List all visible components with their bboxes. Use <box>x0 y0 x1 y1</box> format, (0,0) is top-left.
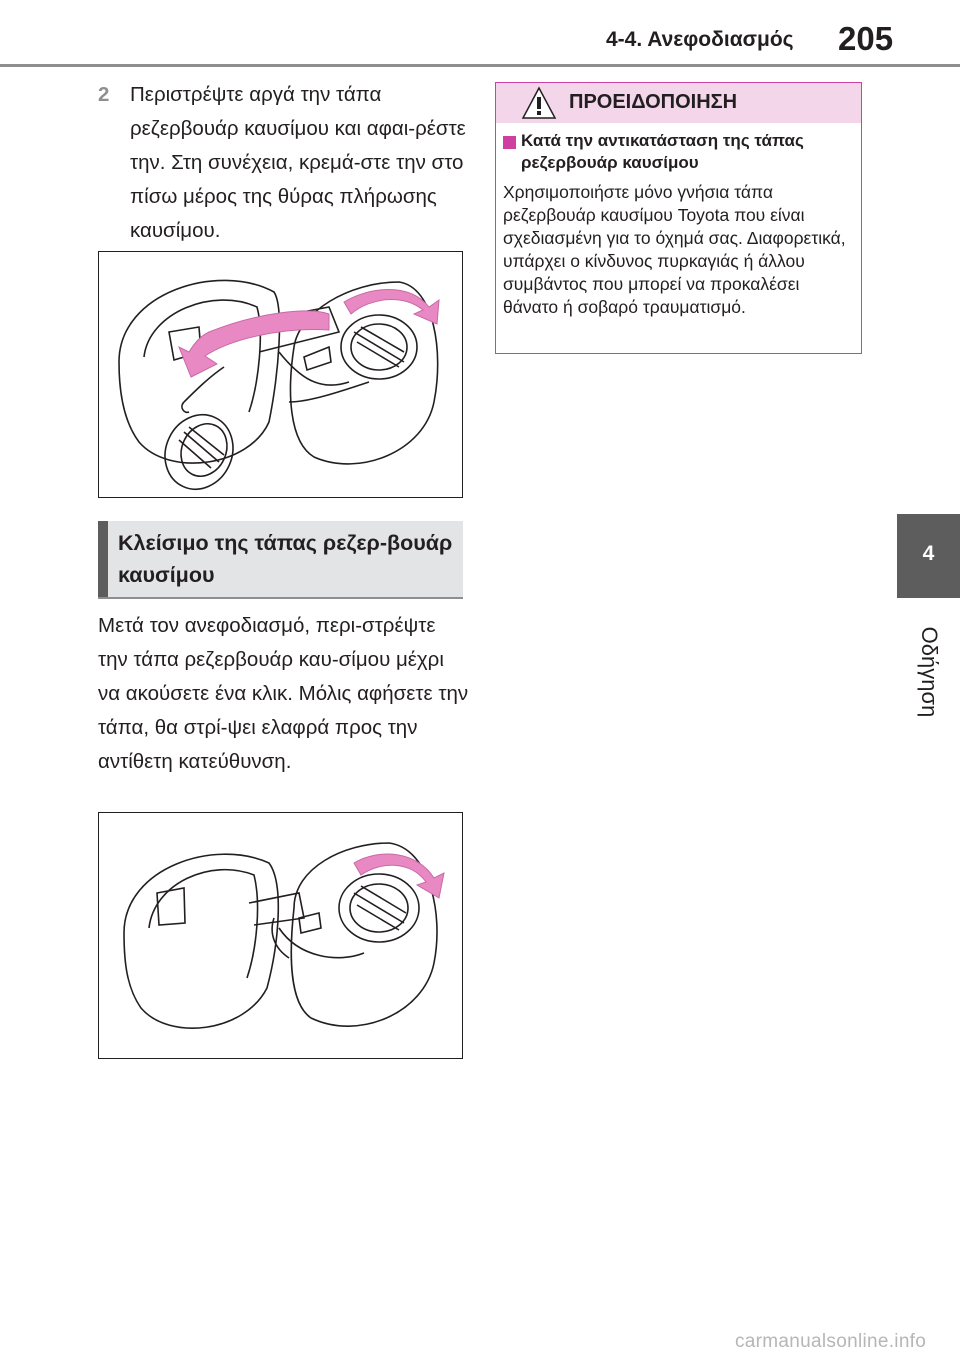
warning-box <box>495 82 862 354</box>
fuel-door-closed-cap-illustration <box>99 813 462 1058</box>
warning-text: Χρησιμοποιήστε μόνο γνήσια τάπα ρεζερβουάρ καυσίμου Toyota που είναι σχεδιασμένη για το όχημά σας. Διαφορετικά, υπάρχει ο κίνδυνος πυρκαγιάς ή άλλου συμβάντος που μπορεί να προκαλέσει θάνατο ή σοβαρό τραυματισμό. <box>503 182 846 317</box>
section-header: 4-4. Ανεφοδιασμός <box>606 28 794 51</box>
step-2 <box>98 78 470 248</box>
footer-watermark[interactable]: carmanualsonline.info <box>735 1331 927 1352</box>
warning-square-bullet-icon <box>503 136 516 149</box>
chapter-tab[interactable] <box>897 514 960 598</box>
step-number: 2 <box>98 83 110 106</box>
figure-close-cap <box>98 812 463 1059</box>
header-rule <box>0 64 960 67</box>
chapter-number: 4 <box>922 542 935 565</box>
chapter-label-wrap <box>907 612 951 732</box>
section-heading-bar <box>98 521 108 597</box>
section-heading: Κλείσιμο της τάπας ρεζερ-βουάρ καυσίμου <box>118 531 453 587</box>
warning-subtitle: Κατά την αντικατάσταση της τάπας ρεζερβουάρ καυσίμου <box>521 131 804 172</box>
section-heading-box <box>98 521 463 599</box>
figure-remove-cap <box>98 251 463 498</box>
page-number: 205 <box>838 20 894 57</box>
warning-title: ΠΡΟΕΙΔΟΠΟΙΗΣΗ <box>569 91 738 113</box>
closing-instructions: Μετά τον ανεφοδιασμό, περι-στρέψτε την τάπα ρεζερβουάρ καυ-σίμου μέχρι να ακούσετε ένα κλικ. Μόλις αφήσετε την τάπα, θα στρί-ψει ελαφρά προς την αντίθετη κατεύθυνση. <box>98 614 469 773</box>
step-text: Περιστρέψτε αργά την τάπα ρεζερβουάρ καυσίμου και αφαι-ρέστε την. Στη συνέχεια, κρεμά-στε την στο πίσω μέρος της θύρας πλήρωσης καυσίμου. <box>130 83 466 242</box>
fuel-door-open-illustration <box>99 252 462 497</box>
warning-header <box>496 83 861 123</box>
warning-triangle-icon <box>521 86 557 120</box>
chapter-label: Οδήγηση <box>917 626 942 718</box>
